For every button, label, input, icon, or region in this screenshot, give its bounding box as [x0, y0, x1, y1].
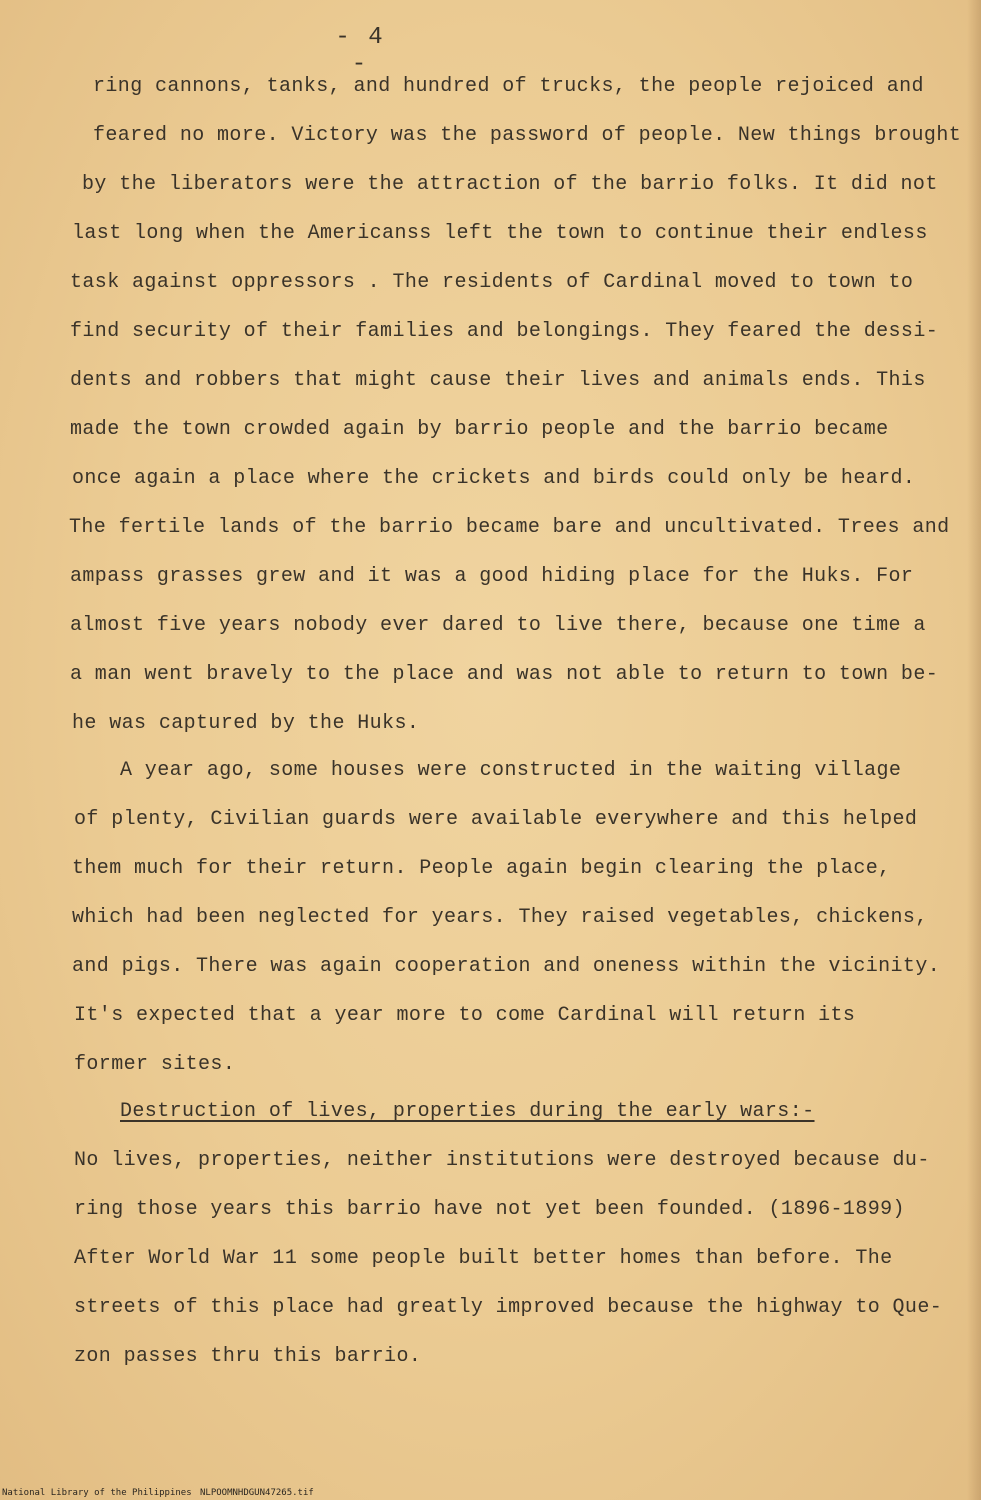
text-line: It's expected that a year more to come Cardinal will return its [74, 1004, 856, 1027]
text-line: After World War 11 some people built better homes than before. The [74, 1247, 893, 1270]
text-line: of plenty, Civilian guards were available everywhere and this helped [74, 808, 918, 831]
text-line: former sites. [74, 1053, 236, 1076]
text-line: The fertile lands of the barrio became bare and uncultivated. Trees and [69, 516, 950, 539]
text-line: No lives, properties, neither institutions were destroyed because du- [74, 1149, 930, 1172]
page-number: - 4 - [335, 24, 385, 78]
text-line: feared no more. Victory was the password of people. New things brought [93, 124, 962, 147]
text-line: a man went bravely to the place and was not able to return to town be- [70, 663, 939, 686]
text-line: them much for their return. People again begin clearing the place, [72, 857, 891, 880]
page-edge-shadow [967, 0, 981, 1500]
text-line: A year ago, some houses were constructed in the waiting village [120, 759, 902, 782]
text-line: made the town crowded again by barrio people and the barrio became [70, 418, 889, 441]
text-line: streets of this place had greatly improved because the highway to Que- [74, 1296, 943, 1319]
footer-library-name: National Library of the Philippines [2, 1488, 192, 1498]
text-line: he was captured by the Huks. [72, 712, 420, 735]
text-line: ring those years this barrio have not yet been founded. (1896-1899) [74, 1198, 905, 1221]
text-line: which had been neglected for years. They raised vegetables, chickens, [72, 906, 928, 929]
text-line: once again a place where the crickets and birds could only be heard. [72, 467, 916, 490]
text-line: almost five years nobody ever dared to live there, because one time a [70, 614, 926, 637]
text-line: dents and robbers that might cause their lives and animals ends. This [70, 369, 926, 392]
text-line: ampass grasses grew and it was a good hiding place for the Huks. For [70, 565, 914, 588]
section-heading: Destruction of lives, properties during the early wars:- [120, 1100, 815, 1123]
footer-file-id: NLPOOMNHDGUN47265.tif [200, 1488, 314, 1498]
text-line: ring cannons, tanks, and hundred of trucks, the people rejoiced and [93, 75, 924, 98]
text-line: task against oppressors . The residents of Cardinal moved to town to [70, 271, 914, 294]
text-line: find security of their families and belongings. They feared the dessi- [70, 320, 939, 343]
text-line: zon passes thru this barrio. [74, 1345, 422, 1368]
text-line: and pigs. There was again cooperation and oneness within the vicinity. [72, 955, 941, 978]
text-line: last long when the Americanss left the town to continue their endless [72, 222, 928, 245]
text-line: by the liberators were the attraction of the barrio folks. It did not [82, 173, 938, 196]
